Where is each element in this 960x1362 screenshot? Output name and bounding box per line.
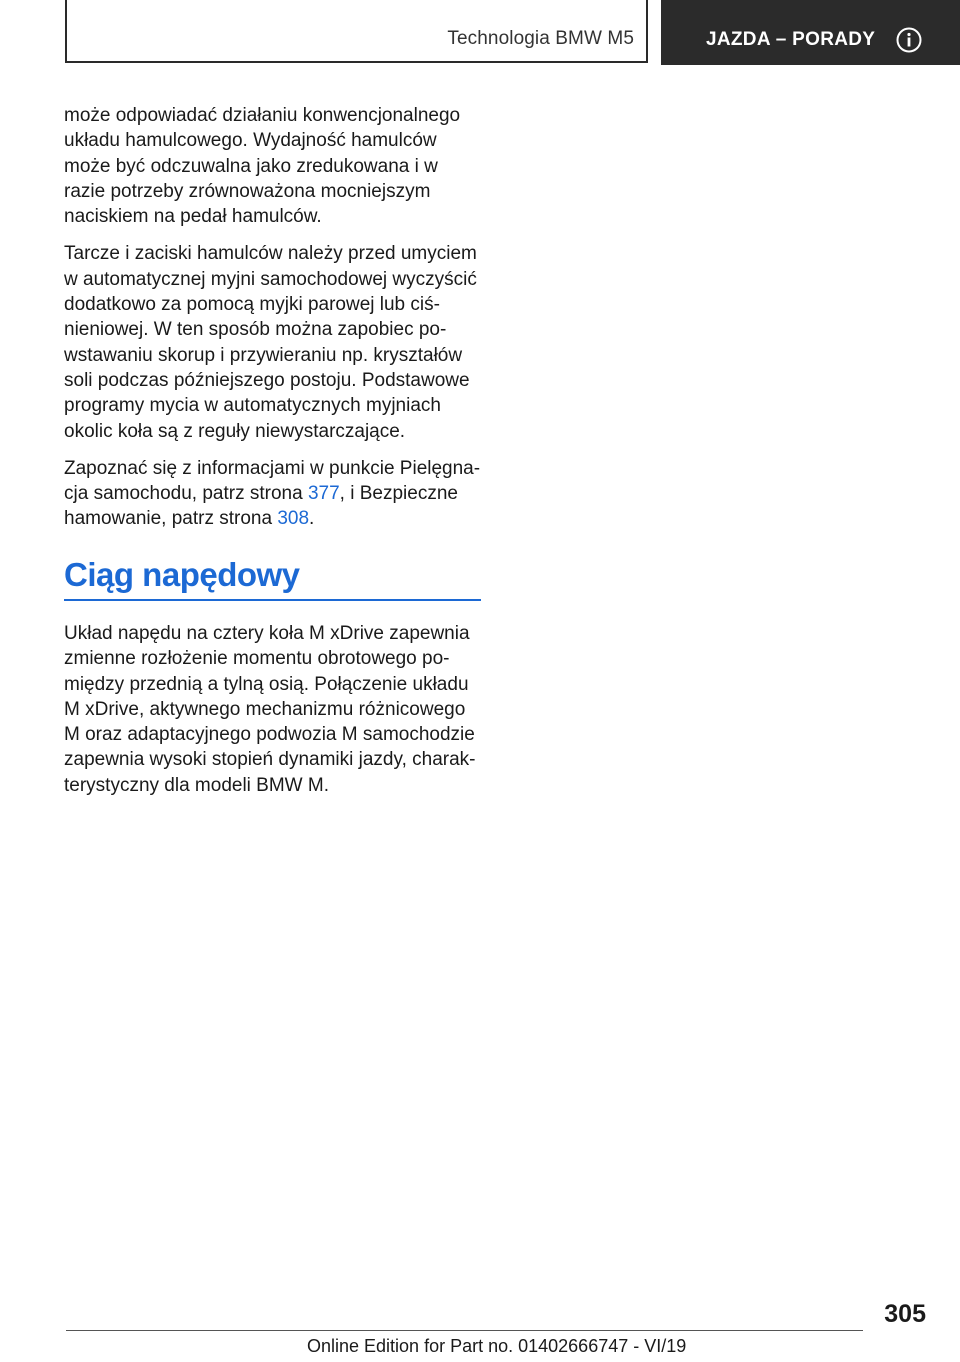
footer-edition: Online Edition for Part no. 01402666747 - VI/19 xyxy=(307,1336,687,1356)
main-text-column xyxy=(64,103,484,544)
paragraph-references xyxy=(64,456,484,532)
paragraph-drivetrain: Układ napędu na cztery koła M xDrive zapewnia zmienne rozłożenie momentu obrotowego pomiędzy przednią a tylną osią. Połączenie układu M xDrive, aktywnego mechanizmu różnicowego M oraz adaptacyjnego podwozia M samochodzie zapewnia wysoki stopień dynamiki jazdy, charakterystyczny dla modeli BMW M. xyxy=(64,623,476,796)
page-number: 305 xyxy=(884,1300,926,1328)
section-tab-label: JAZDA – PORADY xyxy=(706,29,876,50)
page-link-308[interactable]: 308 xyxy=(277,508,310,530)
reference-text-2: , i Bezpieczne hamowanie, patrz strona xyxy=(64,483,458,530)
section-divider xyxy=(64,599,481,601)
header-title-box xyxy=(65,0,648,63)
paragraph-washing: Tarcze i zaciski hamulców należy przed umyciem w automatycznej myjni samochodowej wyczyścić dodatkowo za pomocą myjki parowej lub ciśnieniowej. W ten sposób można zapobiec powstawaniu skorup i przywieraniu np. kryształów soli podczas późniejszego postoju. Podstawowe programy mycia w automatycznych myjniach okolic koła są z reguły niewystarczające. xyxy=(64,243,477,442)
page-link-377[interactable]: 377 xyxy=(307,483,340,505)
footer-divider xyxy=(66,1330,863,1331)
info-circle-icon[interactable] xyxy=(896,27,922,53)
section-heading: Ciąg napędowy xyxy=(64,556,300,593)
reference-text-1: Zapoznać się z informacjami w punkcie Pielęgnacja samochodu, patrz strona xyxy=(64,457,481,505)
section-tab[interactable] xyxy=(661,0,960,65)
section-text-column xyxy=(64,621,484,810)
paragraph-brakes: może odpowiadać działaniu konwencjonalnego układu hamulcowego. Wydajność hamulców może być odczuwalna jako zredukowana i w razie potrzeby zrównoważona mocniejszym naciskiem na pedał hamulców. xyxy=(64,105,461,228)
header-title: Technologia BMW M5 xyxy=(447,28,634,49)
reference-text-3: . xyxy=(309,508,315,530)
